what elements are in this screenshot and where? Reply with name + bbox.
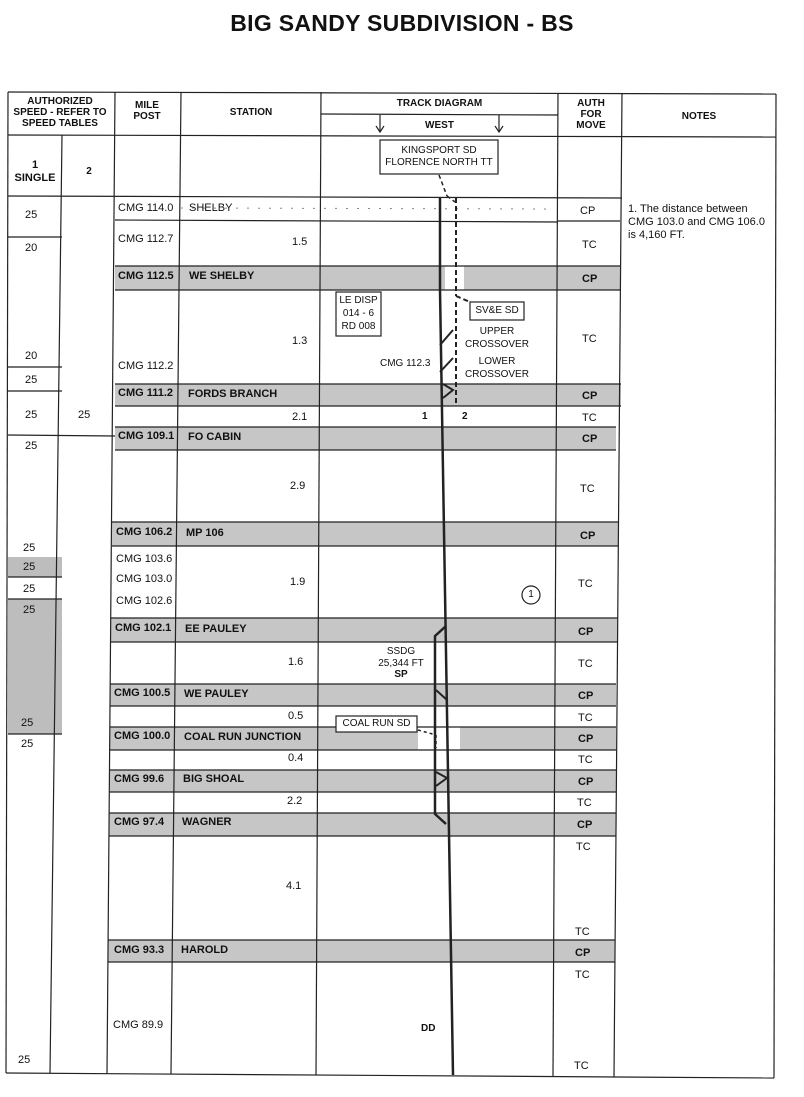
notes-header: NOTES [681,111,717,122]
milepost: CMG 112.2 [118,360,174,372]
note-1-line-2: CMG 103.0 and CMG 106.0 [628,216,765,228]
auth-value: TC [575,969,590,981]
auth-value: CP [580,530,596,542]
ssdg-label-2: 25,344 FT [378,658,424,669]
page-title: BIG SANDY SUBDIVISION - BS [230,10,574,36]
speed-value: 20 [25,242,38,254]
speed-value: 25 [25,374,38,386]
distance: 0.4 [288,752,304,764]
cmg-112-3-label: CMG 112.3 [380,358,431,369]
milepost: CMG 106.2 [116,526,173,538]
track2-header: 2 [86,166,92,177]
auth-value: TC [578,754,593,766]
auth-value: TC [582,412,597,424]
auth-value: TC [577,797,592,809]
distance: 1.5 [292,236,308,248]
track-1-label: 1 [422,411,428,422]
milepost: CMG 103.0 [116,573,173,585]
lower-crossover-2: CROSSOVER [465,369,529,380]
auth-value: TC [578,578,593,590]
milepost: CMG 111.2 [118,387,174,399]
auth-value: CP [577,819,593,831]
speed-value: 25 [23,561,36,573]
station-name: SHELBY [189,202,233,214]
track1-sub-header: SINGLE [14,172,56,184]
distance: 2.9 [290,480,306,492]
track-2-label: 2 [462,411,468,422]
milepost: CMG 102.1 [115,622,172,634]
station-name: BIG SHOAL [183,773,245,785]
station-name: MP 106 [186,527,224,539]
station-name: COAL RUN JUNCTION [184,731,302,743]
station-name: FO CABIN [188,431,242,443]
distance: 2.2 [287,795,303,807]
ssdg-label-3: SP [394,669,408,680]
kingsport-label-1: KINGSPORT SD [401,145,477,156]
speed-value: 25 [25,409,38,421]
station-name: WE SHELBY [189,270,255,282]
ssdg-label-1: SSDG [386,646,416,657]
auth-value: CP [575,947,591,959]
distance: 2.1 [292,411,308,423]
milepost: CMG 97.4 [114,816,165,828]
auth-value: TC [578,712,593,724]
station-name: HAROLD [181,944,229,956]
note-circle-label: 1 [528,589,534,600]
station-name: WAGNER [182,816,232,828]
auth-value: TC [575,926,590,938]
distance: 4.1 [286,880,302,892]
milepost: CMG 102.6 [116,595,173,607]
speed-value: 25 [25,209,38,221]
speed-value: 25 [23,604,36,616]
milepost: CMG 112.7 [118,233,174,245]
auth-value: CP [578,690,594,702]
auth-value: CP [578,626,594,638]
milepost: CMG 100.0 [114,730,171,742]
auth-value: CP [582,273,598,285]
station-name: EE PAULEY [185,623,247,635]
station-name: FORDS BRANCH [188,388,278,400]
lower-crossover-1: LOWER [478,356,516,367]
coal-run-sd-label: COAL RUN SD [342,718,411,729]
auth-value: CP [578,776,594,788]
auth-value: TC [578,658,593,670]
speed-value: 25 [21,717,34,729]
distance: 1.6 [288,656,304,668]
auth-value: TC [582,239,597,251]
le-disp-1: LE DISP [339,295,378,306]
auth-value: TC [574,1060,589,1072]
speed-header: AUTHORIZED SPEED - REFER TO SPEED TABLES [13,96,107,129]
le-disp-2: 014 - 6 [342,308,375,319]
auth-value: CP [578,733,594,745]
track-diagram-header: TRACK DIAGRAM [396,98,483,109]
speed-value: 25 [78,409,91,421]
milepost: CMG 100.5 [114,687,171,699]
milepost: CMG 99.6 [114,773,165,785]
milepost: CMG 112.5 [118,270,174,282]
speed-value: 25 [25,440,38,452]
kingsport-label-2: FLORENCE NORTH TT [385,157,493,168]
milepost: CMG 109.1 [118,430,175,442]
auth-value: CP [580,205,596,217]
dd-label: DD [421,1023,436,1034]
svse-label: SV&E SD [475,305,519,316]
speed-value: 20 [25,350,38,362]
auth-value: TC [580,483,595,495]
auth-header: AUTH FOR MOVE [576,98,606,131]
milepost: CMG 93.3 [114,944,165,956]
auth-value: TC [582,333,597,345]
distance: 1.3 [292,335,308,347]
le-disp-3: RD 008 [341,321,376,332]
speed-value: 25 [23,542,36,554]
speed-value: 25 [18,1054,31,1066]
track1-header: 1 [31,159,39,171]
auth-value: TC [576,841,591,853]
milepost: CMG 103.6 [116,553,173,565]
station-header: STATION [229,107,273,118]
note-1-line-1: 1. The distance between [628,203,748,215]
direction-header: WEST [425,120,454,131]
distance: 1.9 [290,576,306,588]
speed-value: 25 [23,583,36,595]
distance: 0.5 [288,710,304,722]
milepost: CMG 89.9 [113,1019,164,1031]
speed-value: 25 [21,738,34,750]
note-1-line-3: is 4,160 FT. [628,229,685,241]
station-name: WE PAULEY [184,688,249,700]
auth-value: CP [582,433,598,445]
upper-crossover-2: CROSSOVER [465,339,529,350]
milepost: CMG 114.0 [118,202,174,214]
auth-value: CP [582,390,598,402]
upper-crossover-1: UPPER [479,326,515,337]
milepost-header: MILE POST [133,100,161,122]
